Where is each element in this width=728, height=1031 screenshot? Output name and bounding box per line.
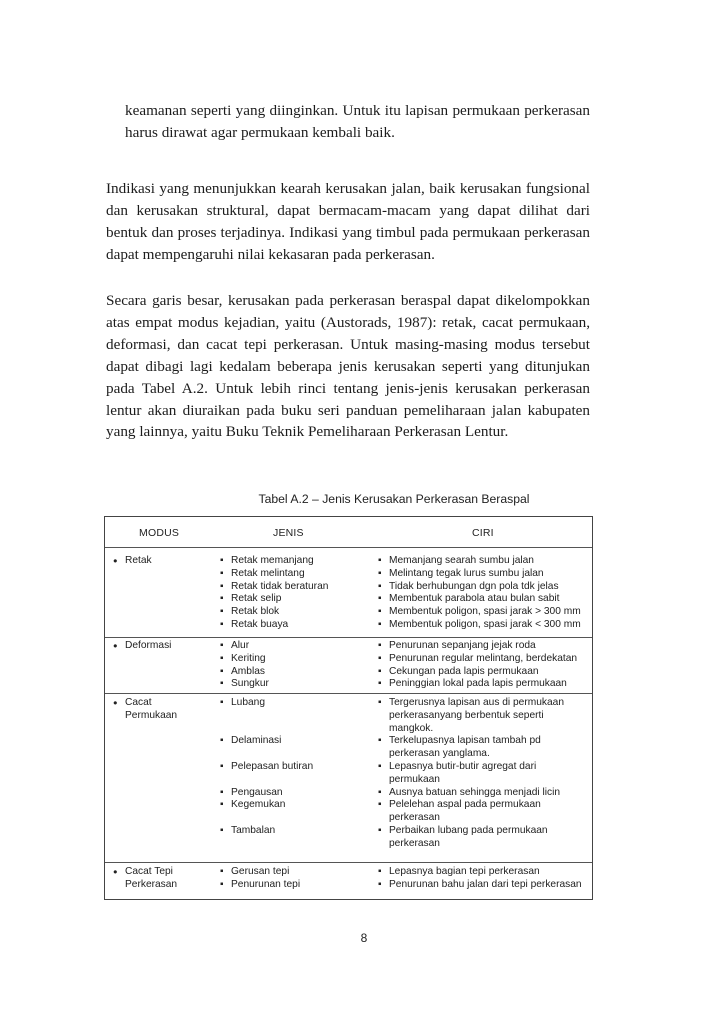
table-caption — [0, 492, 728, 506]
row-cacat-permukaan-jenis — [220, 697, 313, 838]
list-item: ▪ Penurunan regular melintang, berdekatan — [378, 653, 577, 666]
list-item-continuation: permukaan — [389, 773, 440, 785]
list-item: ▪ Membentuk parabola atau bulan sabit — [378, 593, 581, 606]
list-item-continuation: perkerasan — [389, 837, 440, 849]
list-item-continuation: perkerasanyang berbentuk seperti — [389, 709, 544, 721]
row-deformasi-ciri — [378, 640, 577, 691]
header-modus: MODUS — [139, 527, 180, 539]
list-item-continuation: mangkok. — [389, 722, 434, 734]
paragraph-continuation: keamanan seperti yang diinginkan. Untuk itu lapisan permukaan perkerasan harus dirawat agar permukaan kembali baik. — [125, 102, 590, 141]
list-item: ▪ Peninggian lokal pada lapis permukaan — [378, 678, 577, 691]
list-item: ▪ Perbaikan lubang pada permukaan — [378, 825, 564, 838]
list-item: ▪ Membentuk poligon, spasi jarak < 300 mm — [378, 619, 581, 632]
row-retak-ciri — [378, 555, 581, 632]
list-item-continuation: perkerasan yanglama. — [389, 748, 490, 760]
row-deformasi-modus — [113, 640, 171, 653]
list-item: ▪ Gerusan tepi — [220, 866, 300, 879]
list-item: ● Deformasi — [113, 640, 171, 653]
row-cacat-tepi-jenis — [220, 866, 300, 892]
list-item: ▪ Penurunan tepi — [220, 879, 300, 892]
list-item: ▪ Delaminasi — [220, 735, 313, 748]
table-caption-text: Tabel A.2 – Jenis Kerusakan Perkerasan Beraspal — [258, 492, 530, 506]
list-item: ▪ Pelepasan butiran — [220, 761, 313, 774]
header-jenis: JENIS — [273, 527, 304, 539]
list-item: ▪ Retak blok — [220, 606, 328, 619]
list-item: ▪ Cekungan pada lapis permukaan — [378, 666, 577, 679]
row-divider — [105, 862, 592, 863]
row-cacat-tepi-ciri — [378, 866, 582, 892]
row-divider — [105, 693, 592, 694]
list-item-continuation: perkerasan — [389, 812, 440, 824]
list-item: ● Cacat Tepi — [113, 866, 177, 879]
list-item: ▪ Penurunan sepanjang jejak roda — [378, 640, 577, 653]
list-item: ▪ Retak buaya — [220, 619, 328, 632]
row-cacat-permukaan-ciri — [378, 697, 564, 851]
page-number: 8 — [360, 931, 368, 945]
list-item: ▪ Tergerusnya lapisan aus di permukaan — [378, 697, 564, 710]
list-item: ▪ Amblas — [220, 666, 269, 679]
damage-types-table — [104, 516, 593, 900]
header-ciri: CIRI — [472, 527, 494, 539]
list-item: ▪ Memanjang searah sumbu jalan — [378, 555, 581, 568]
paragraph-secara-garis-besar: Secara garis besar, kerusakan pada perkerasan beraspal dapat dikelompokkan atas empat modus kejadian, yaitu (Austorads, 1987): retak, cacat permukaan, deformasi, dan cacat tepi perkerasan. Untuk masing-masing modus tersebut dapat dibagi lagi kedalam beberapa jenis kerusakan seperti yang ditunjukan pada Tabel A.2. Untuk lebih rinci tentang jenis-jenis kerusakan perkerasan lentur akan diuraikan pada buku seri panduan pemeliharaan jalan kabupaten yang lainnya, yaitu Buku Teknik Pemeliharaan Perkerasan Lentur. — [106, 292, 590, 441]
row-retak-jenis — [220, 555, 328, 632]
list-item: ▪ Tambalan — [220, 825, 313, 838]
list-item: ▪ Lepasnya bagian tepi perkerasan — [378, 866, 582, 879]
list-item: ▪ Lepasnya butir-butir agregat dari — [378, 761, 564, 774]
list-item-continuation: Permukaan — [125, 709, 178, 721]
row-deformasi-jenis — [220, 640, 269, 691]
list-item: ▪ Pengausan — [220, 787, 313, 800]
list-item: ▪ Melintang tegak lurus sumbu jalan — [378, 568, 581, 581]
row-cacat-permukaan-modus — [113, 697, 177, 723]
list-item: ▪ Ausnya batuan sehingga menjadi licin — [378, 787, 564, 800]
list-item: ▪ Retak memanjang — [220, 555, 328, 568]
row-retak-modus — [113, 555, 152, 568]
header-divider — [105, 547, 592, 548]
row-divider — [105, 637, 592, 638]
list-item: ▪ Terkelupasnya lapisan tambah pd — [378, 735, 564, 748]
list-item: ● Retak — [113, 555, 152, 568]
list-item: ▪ Retak tidak beraturan — [220, 581, 328, 594]
list-item: ▪ Lubang — [220, 697, 313, 710]
list-item: ▪ Retak selip — [220, 593, 328, 606]
list-item: ▪ Pelelehan aspal pada permukaan — [378, 799, 564, 812]
paragraph-indikasi: Indikasi yang menunjukkan kearah kerusakan jalan, baik kerusakan fungsional dan kerusakan struktural, dapat bermacam-macam yang dapat dilihat dari bentuk dan proses terjadinya. Indikasi yang timbul pada permukaan perkerasan dapat mempengaruhi nilai kekasaran pada perkerasan. — [106, 180, 590, 263]
list-item-continuation: Perkerasan — [125, 878, 178, 890]
list-item: ▪ Keriting — [220, 653, 269, 666]
list-item: ▪ Alur — [220, 640, 269, 653]
list-item: ▪ Penurunan bahu jalan dari tepi perkerasan — [378, 879, 582, 892]
list-item: ● Cacat — [113, 697, 177, 710]
row-cacat-tepi-modus — [113, 866, 177, 892]
list-item: ▪ Kegemukan — [220, 799, 313, 812]
list-item: ▪ Membentuk poligon, spasi jarak > 300 mm — [378, 606, 581, 619]
list-item: ▪ Retak melintang — [220, 568, 328, 581]
list-item: ▪ Sungkur — [220, 678, 269, 691]
list-item: ▪ Tidak berhubungan dgn pola tdk jelas — [378, 581, 581, 594]
